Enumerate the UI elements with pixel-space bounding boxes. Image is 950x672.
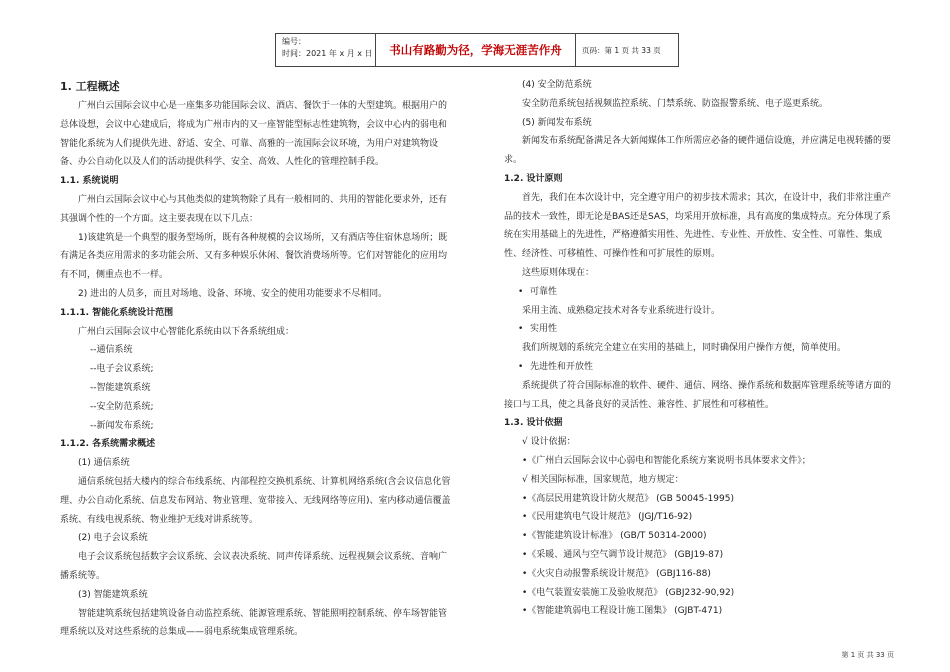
bullet-item: • 实用性	[504, 320, 896, 339]
system-list-item: --安全防范系统;	[90, 401, 154, 412]
basis-item: •《火灾自动报警系统设计规范》 (GBJ116-88)	[522, 568, 711, 579]
header-meta	[276, 34, 376, 66]
paragraph: 电子会议系统包括数字会议系统、会议表决系统、同声传译系统、远程视频会议系统、音响广播系统等。	[60, 552, 448, 581]
system-list-item: --通信系统	[90, 345, 133, 356]
basis-item: •《智能建筑设计标准》 (GB/T 50314-2000)	[522, 531, 707, 542]
subsection-title: (2) 电子会议系统	[78, 533, 148, 544]
header-page: 页码：第 1 页 共 33 页	[582, 45, 661, 55]
paragraph: 2) 进出的人员多，而且对场地、设备、环境、安全的使用功能要求不尽相同。	[78, 288, 388, 299]
section-heading-1-1-2: 1.1.2. 各系统需求概述	[60, 439, 156, 450]
basis-item: •《采暖、通风与空气调节设计规范》 (GBJ19-87)	[522, 549, 724, 560]
header-motto: 书山有路勤为径，学海无涯苦作舟	[376, 34, 576, 66]
basis-item: •《高层民用建筑设计防火规范》 (GB 50045-1995)	[522, 493, 734, 504]
system-list-item: --新闻发布系统;	[90, 420, 154, 431]
subsection-title: (3) 智能建筑系统	[78, 589, 148, 600]
section-heading-1: 1. 工程概述	[60, 80, 120, 93]
paragraph: 新闻发布系统配备满足各大新闻媒体工作所需应必备的硬件通信设施，并应满足电视转播的要求。	[504, 136, 892, 166]
section-heading-1-3: 1.3. 设计依据	[504, 418, 563, 429]
section-heading-1-1-1: 1.1.1. 智能化系统设计范围	[60, 307, 174, 318]
system-list-item: --电子会议系统;	[90, 364, 154, 375]
subsection-title: (1) 通信系统	[78, 458, 130, 469]
paragraph: 我们所规划的系统完全建立在实用的基础上，同时确保用户操作方便，简单使用。	[522, 343, 847, 354]
basis-item: •《智能建筑弱电工程设计施工图集》 (GJBT-471)	[522, 606, 723, 617]
paragraph: 通信系统包括大楼内的综合布线系统、内部程控交换机系统、计算机网络系统(含会议信息化管理、办公自动化系统、信息发布网站、物业管理、宽带接入、无线网络等应用)、室内移动通信覆盖系统、有线电视系统、物业维护无线对讲系统等。	[60, 476, 451, 525]
bullet-item: • 可靠性	[504, 283, 896, 302]
intro-paragraph: 广州白云国际会议中心是一座集多功能国际会议、酒店、餐饮于一体的大型建筑。根据用户的总体设想，会议中心建成后，将成为广州市内的又一座智能型标志性建筑物，会议中心内的弱电和智能化系统为人们提供先进、舒适、安全、可靠、高雅的一流国际会议环境，为用户对建筑物设备、办公自动化以及人们的活动提供科学、安全、高效、人性化的管理控制手段。	[60, 101, 448, 168]
basis-item: •《电气装置安装施工及验收规范》 (GBJ232-90,92)	[522, 587, 735, 598]
right-column	[504, 76, 896, 621]
basis-item: •《民用建筑电气设计规范》 (JGJ/T16-92)	[522, 512, 693, 523]
paragraph: 首先，我们在本次设计中，完全遵守用户的初步技术需求；其次，在设计中，我们非常注重产品的技术一致性，即无论是BAS还是SAS，均采用开放标准，具有高度的集成特点。充分体现了系统在实用基础上的先进性，严格遵循实用性、先进性、专业性、开放性、安全性、可靠性、集成性、经济性、可移植性、可操作性和可扩展性的原则。	[504, 192, 892, 260]
paragraph: 系统提供了符合国际标准的软件、硬件、通信、网络、操作系统和数据库管理系统等诸方面的接口与工具，使之具备良好的灵活性、兼容性、扩展性和可移植性。	[504, 380, 892, 410]
basis-item: •《广州白云国际会议中心弱电和智能化系统方案说明书具体要求文件》；	[522, 455, 811, 466]
header-time: 时间：2021 年 x 月 x 日	[282, 49, 373, 58]
paragraph: 1)该建筑是一个典型的服务型场所，既有各种规模的会议场所，又有酒店等住宿休息场所；既有满足各类应用需求的多功能会所、又有多种娱乐休闲、餐饮消费场所等。它们对智能化的应用均有不同，侧重点也不一样。	[60, 232, 448, 281]
page-header	[275, 33, 679, 67]
paragraph: 智能建筑系统包括建筑设备自动监控系统、能源管理系统、智能照明控制系统、停车场智能管理系统以及对这些系统的总集成——弱电系统集成管理系统。	[60, 608, 448, 638]
paragraph: 安全防范系统包括视频监控系统、门禁系统、防盗报警系统、电子巡更系统。	[522, 98, 829, 109]
paragraph: 采用主流、成熟稳定技术对各专业系统进行设计。	[522, 305, 721, 316]
section-heading-1-2: 1.2. 设计原则	[504, 173, 563, 184]
left-column	[60, 76, 452, 642]
subsection-title: (5) 新闻发布系统	[522, 117, 592, 128]
paragraph: 广州白云国际会议中心智能化系统由以下各系统组成：	[78, 326, 295, 337]
header-number: 编号：	[282, 37, 306, 46]
page-footer: 第 1 页 共 33 页	[841, 651, 894, 659]
bullet-item: • 先进性和开放性	[504, 358, 896, 377]
subsection-title: (4) 安全防范系统	[522, 80, 592, 90]
system-list-item: --智能建筑系统	[90, 382, 151, 393]
section-heading-1-1: 1.1. 系统说明	[60, 176, 119, 187]
paragraph: 这些原则体现在：	[522, 267, 595, 278]
basis-item: √ 设计依据：	[522, 437, 576, 448]
basis-item: √ 相关国际标准，国家规范，地方规定：	[522, 474, 684, 485]
paragraph: 广州白云国际会议中心与其他类似的建筑物除了具有一般相同的、共用的智能化要求外，还有其强调个性的一个方面。这主要表现在以下几点：	[60, 194, 448, 224]
